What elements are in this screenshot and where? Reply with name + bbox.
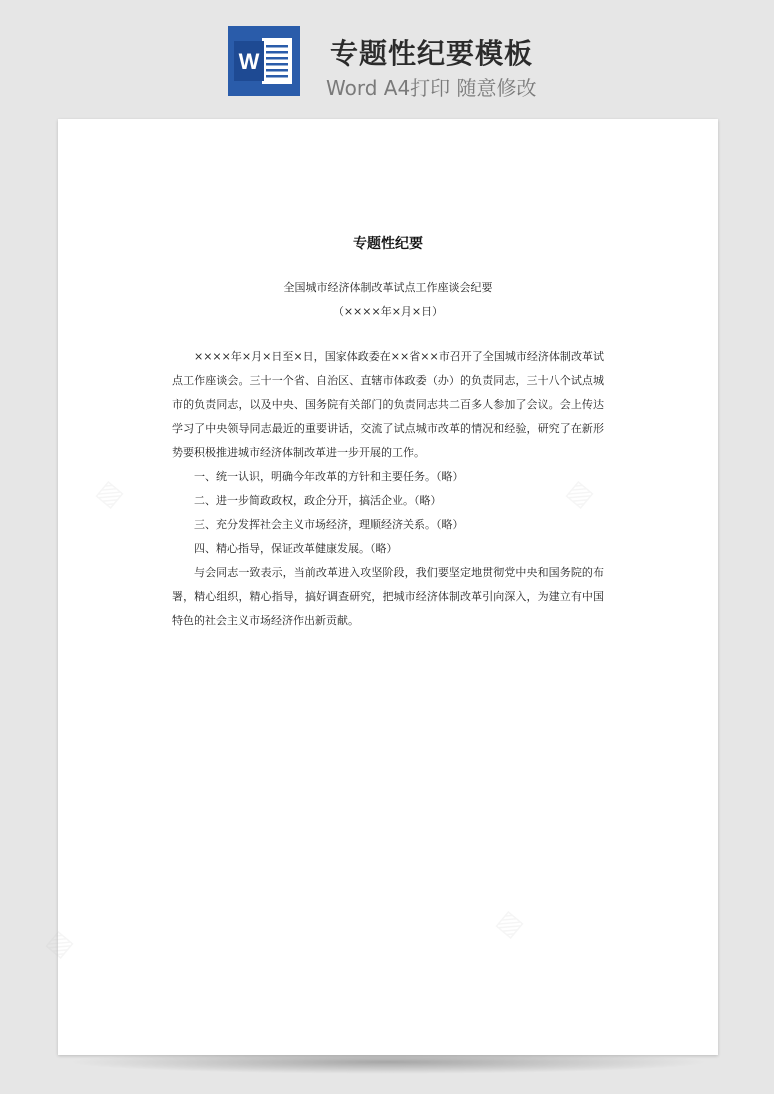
body-paragraph: 二、进一步简政政权，政企分开，搞活企业。（略）	[194, 494, 442, 507]
banner-title: 专题性纪要模板	[330, 37, 534, 70]
document-body	[172, 345, 604, 633]
body-paragraph: 三、充分发挥社会主义市场经济，理顺经济关系。（略）	[194, 518, 464, 531]
watermark-mark: ▨	[561, 474, 600, 514]
body-paragraph: ××××年×月×日至×日，国家体政委在××省××市召开了全国城市经济体制改革试点工作座谈会。三十一个省、自治区、直辖市体政委（办）的负责同志，三十八个试点城市的负责同志，以及中央、国务院有关部门的负责同志共二百多人参加了会议。会上传达学习了中央领导同志最近的重要讲话，交流了试点城市改革的情况和经验，研究了在新形势要积极推进城市经济体制改革进一步开展的工作。	[172, 350, 604, 459]
document-subtitle: 全国城市经济体制改革试点工作座谈会纪要	[283, 281, 493, 294]
body-paragraph: 四、精心指导，保证改革健康发展。（略）	[194, 542, 398, 555]
document-title: 专题性纪要	[353, 236, 423, 252]
watermark-mark: ▨	[491, 904, 530, 944]
header-banner	[0, 0, 774, 118]
watermark-mark: ▨	[41, 924, 80, 964]
word-icon-letter: W	[238, 49, 260, 74]
word-icon	[228, 26, 300, 96]
body-paragraph: 与会同志一致表示，当前改革进入攻坚阶段，我们要坚定地贯彻党中央和国务院的布署，精心组织，精心指导，搞好调查研究，把城市经济体制改革引向深入，为建立有中国特色的社会主义市场经济作出新贡献。	[172, 566, 604, 627]
document-page	[41, 119, 718, 1055]
watermark-mark: ▨	[91, 474, 130, 514]
document-date: （××××年×月×日）	[332, 305, 444, 318]
banner-subtitle: Word A4打印 随意修改	[326, 76, 537, 100]
body-paragraph: 一、统一认识，明确今年改革的方针和主要任务。（略）	[194, 470, 464, 483]
